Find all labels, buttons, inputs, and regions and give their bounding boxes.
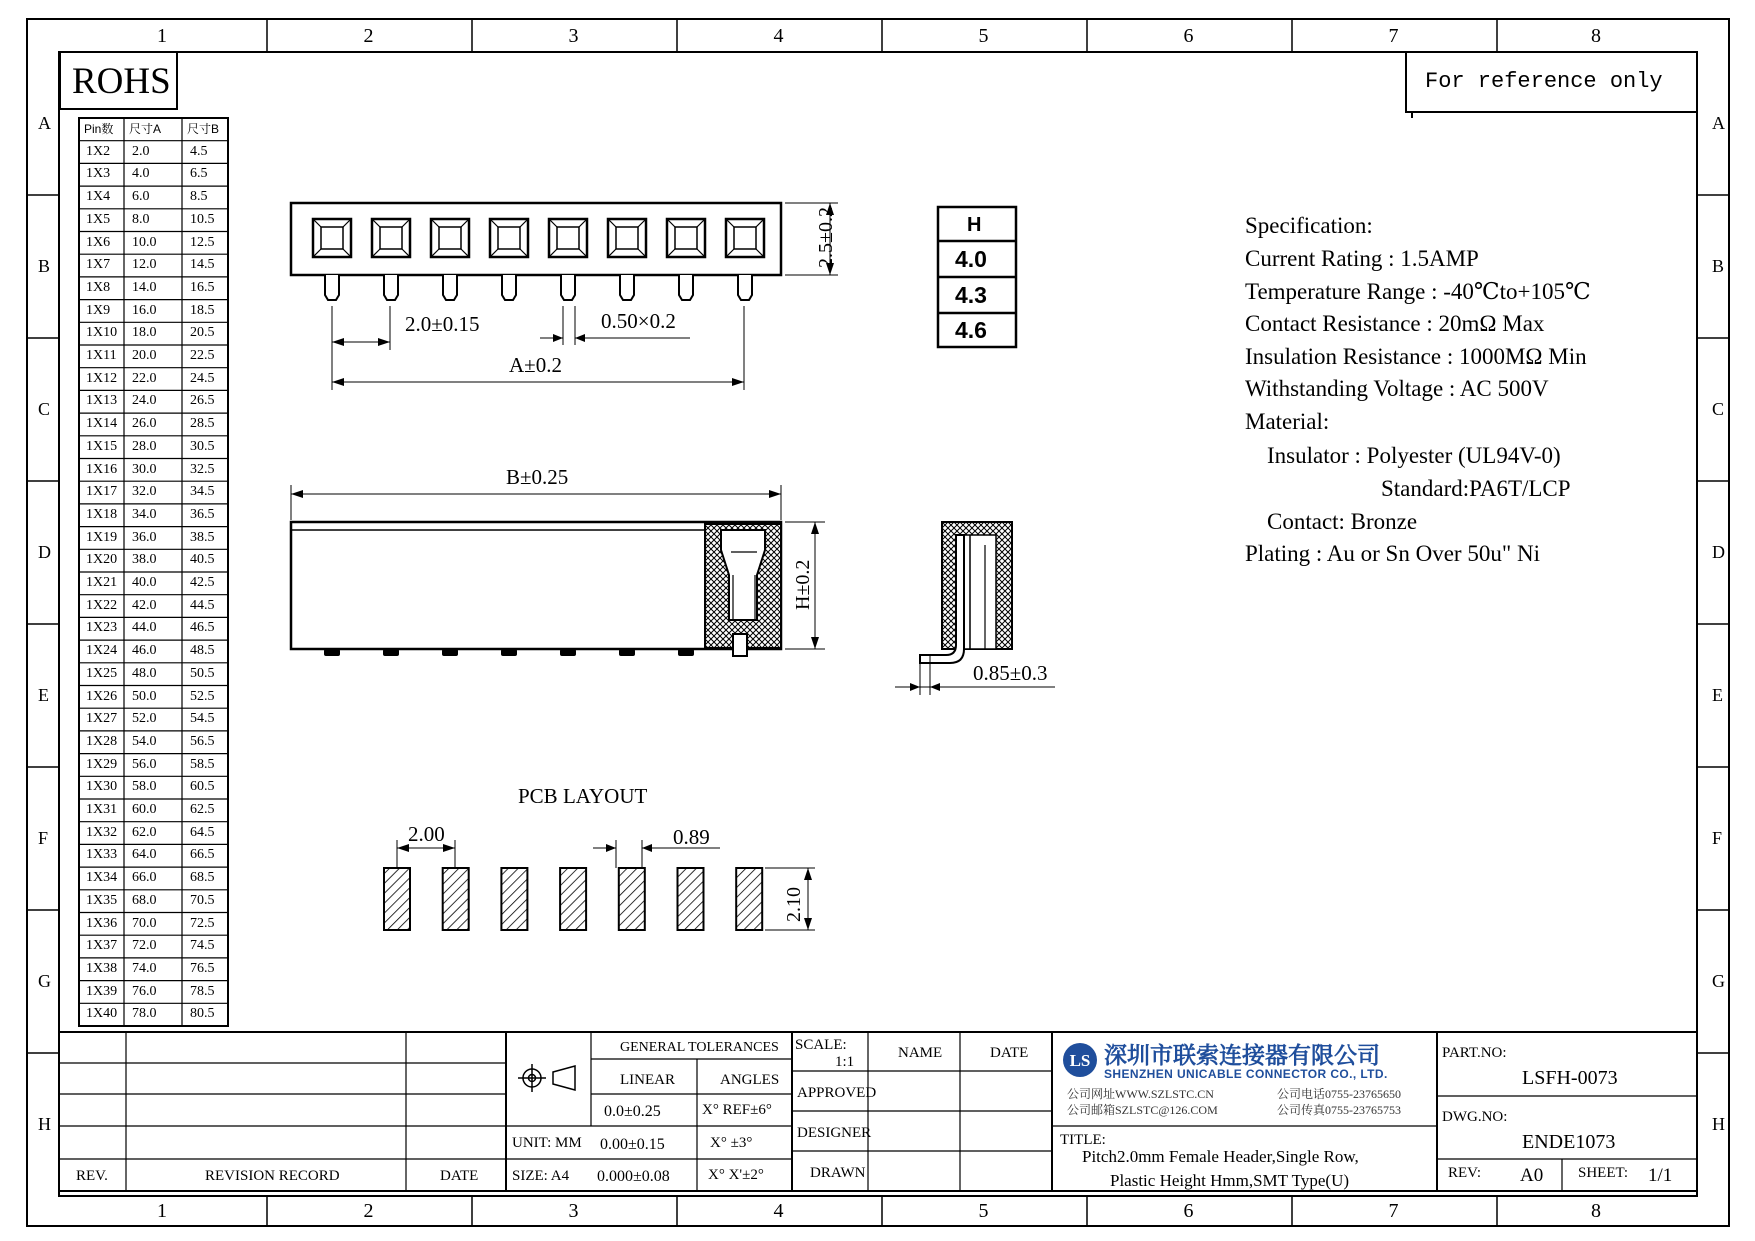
pin-table-cell: 60.0	[132, 802, 157, 817]
pin-table-cell: 1X33	[86, 847, 118, 863]
pin-table-cell: 6.5	[190, 166, 208, 182]
pin-table-cell: 32.5	[190, 461, 215, 477]
pin-table-cell: 1X3	[86, 166, 111, 182]
border-row-label: B	[38, 255, 51, 276]
pin-table-cell: 1X31	[86, 802, 118, 817]
border-row-label: A	[1712, 112, 1725, 133]
pin-table-cell: 42.5	[190, 575, 215, 590]
pin-table-cell: 58.0	[132, 779, 157, 795]
pin-table-cell: 1X25	[86, 665, 118, 681]
pin-table-cell: 64.0	[132, 847, 157, 863]
pin-table-cell: 1X37	[86, 938, 118, 954]
pin-table-cell: 1X24	[86, 643, 118, 659]
sheet-value: 1/1	[1648, 1165, 1673, 1186]
pin-table-cell: 68.5	[190, 870, 215, 886]
pin-table-cell: 58.5	[190, 756, 215, 772]
side-pin-foot	[383, 649, 399, 656]
pcb-pad	[678, 868, 704, 930]
border-column-label: 4	[773, 1200, 784, 1222]
pin-table-grid	[79, 118, 228, 1026]
pin-table-cell: 1X30	[86, 779, 118, 795]
dim-pin-label: 0.50×0.2	[601, 309, 676, 333]
pcb-pad-width-label: 0.89	[673, 825, 710, 849]
pin-table-cell: 46.0	[132, 643, 157, 659]
pin-table-cell: 2.0	[132, 143, 150, 159]
pin-table-cell: 64.5	[190, 824, 215, 840]
pin-table-cell: 1X40	[86, 1006, 118, 1022]
pin-table-cell: 1X20	[86, 552, 118, 568]
pin-table-cell: 30.5	[190, 438, 215, 454]
pin-table-cell: 16.5	[190, 279, 215, 295]
pin-table-cell: 1X35	[86, 892, 118, 908]
pin-table-cell: 38.5	[190, 529, 215, 545]
pcb-pad	[560, 868, 586, 930]
border-column-label: 7	[1388, 1200, 1399, 1222]
pin-table-cell: 72.5	[190, 915, 215, 931]
scale-value: 1:1	[835, 1054, 855, 1070]
pin-table-cell: 78.5	[190, 983, 215, 999]
pin-table-cell: 16.0	[132, 302, 157, 318]
spec-material: Material:	[1245, 409, 1330, 434]
dim-pitch-label: 2.0±0.15	[405, 312, 480, 336]
rev-value: A0	[1520, 1165, 1544, 1186]
h-value-2: 4.3	[955, 282, 987, 308]
reference-note: For reference only	[1425, 69, 1663, 94]
border-row-label: E	[38, 684, 49, 705]
pin-table-cell: 78.0	[132, 1006, 157, 1022]
border-column-label: 5	[978, 1200, 989, 1222]
angle-value-3: X° X'±2°	[708, 1167, 764, 1183]
pin-table-cell: 60.5	[190, 779, 215, 795]
border-row-label: D	[38, 541, 51, 562]
pcb-pad	[619, 868, 645, 930]
border-column-label: 1	[157, 1200, 167, 1222]
spec-standard: Standard:PA6T/LCP	[1381, 476, 1571, 501]
company-name-en: SHENZHEN UNICABLE CONNECTOR CO., LTD.	[1104, 1067, 1388, 1081]
pin-table-cell: 28.5	[190, 416, 215, 432]
pin-table-cell: 26.0	[132, 416, 157, 432]
pin-table-cell: 44.5	[190, 597, 215, 613]
border-row-label: F	[38, 827, 49, 848]
revision-date-label: DATE	[440, 1168, 479, 1184]
border-row-label: G	[38, 970, 51, 991]
pin-table-cell: 50.0	[132, 688, 157, 704]
pin-table-cell: 24.0	[132, 393, 157, 409]
pin-table-cell: 1X28	[86, 733, 118, 749]
pcb-pad-length-label: 2.10	[783, 887, 805, 922]
border-row-label: A	[38, 112, 51, 133]
dwg-no-value: ENDE1073	[1522, 1131, 1616, 1153]
projection-symbol-icon	[518, 1064, 575, 1092]
linear-value-1: 0.0±0.25	[604, 1103, 661, 1120]
pin-table-cell: 1X13	[86, 393, 118, 409]
pin-table-cell: 54.5	[190, 711, 215, 727]
date-col-label: DATE	[990, 1045, 1029, 1061]
border-column-label: 4	[773, 25, 784, 47]
border-column-label: 8	[1591, 1200, 1601, 1222]
pin-table-cell: 40.5	[190, 552, 215, 568]
pin-table-cell: 74.5	[190, 938, 215, 954]
pin-table-cell: 1X26	[86, 688, 118, 704]
border-row-label: C	[38, 398, 51, 419]
pin-table-cell: 52.5	[190, 688, 215, 704]
pin-table-cell: 14.0	[132, 279, 157, 295]
pin-table-cell: 56.0	[132, 756, 157, 772]
h-value-3: 4.6	[955, 317, 987, 343]
spec-plating: Plating : Au or Sn Over 50u" Ni	[1245, 541, 1540, 566]
company-logo-icon	[1063, 1043, 1097, 1077]
h-table-header: H	[967, 214, 982, 236]
pcb-layout	[384, 840, 815, 930]
angles-label: ANGLES	[720, 1072, 780, 1088]
pin-table-cell: 52.0	[132, 711, 157, 727]
spec-current: Current Rating : 1.5AMP	[1245, 246, 1479, 271]
pin-table-cell: 12.0	[132, 257, 157, 273]
pcb-pad	[736, 868, 762, 930]
pin-table-cell: 76.5	[190, 960, 215, 976]
pin-table-cell: 1X36	[86, 915, 118, 931]
pin-table-cell: 1X14	[86, 416, 118, 432]
pin-table-cell: 1X34	[86, 870, 118, 886]
pin-table-cell: 34.0	[132, 506, 157, 522]
pcb-pad	[384, 868, 410, 930]
pin-table-cell: 1X21	[86, 575, 118, 590]
pin-table-cell: 36.0	[132, 529, 157, 545]
top-view	[291, 203, 838, 390]
pin-table-cell: 18.5	[190, 302, 215, 318]
pin-table-cell: 38.0	[132, 552, 157, 568]
pin-table-cell: 28.0	[132, 438, 157, 454]
pin-table-cell: 70.5	[190, 892, 215, 908]
pin-table-cell: 8.5	[190, 189, 208, 205]
pin-table-cell: 1X27	[86, 711, 118, 727]
side-pin-foot	[324, 649, 340, 656]
linear-value-2: 0.00±0.15	[600, 1136, 665, 1153]
dim-height-label: 2.5±0.2	[815, 207, 837, 268]
pin-table-header: Pin数	[84, 122, 114, 136]
pin-table-cell: 1X15	[86, 438, 118, 454]
pin-table-cell: 1X5	[86, 211, 111, 227]
pin-table-cell: 44.0	[132, 620, 157, 636]
pin-table-cell: 22.0	[132, 370, 157, 386]
pin-table-cell: 1X18	[86, 506, 118, 522]
pin-table-cell: 1X39	[86, 983, 118, 999]
pin-table-cell: 1X12	[86, 370, 118, 386]
pin-table-cell: 14.5	[190, 257, 215, 273]
company-email: 公司邮箱SZLSTC@126.COM	[1067, 1103, 1218, 1117]
pin-table-cell: 36.5	[190, 506, 215, 522]
pin-table-cell: 20.5	[190, 325, 215, 341]
linear-value-3: 0.000±0.08	[597, 1168, 670, 1185]
linear-label: LINEAR	[620, 1072, 675, 1088]
spec-temperature: Temperature Range : -40℃to+105℃	[1245, 279, 1591, 304]
pin-table-cell: 6.0	[132, 189, 150, 205]
border-column-label: 2	[363, 1200, 374, 1222]
pin-table-cell: 1X9	[86, 302, 111, 318]
pin-table-cell: 20.0	[132, 348, 157, 363]
pin-table-cell: 80.5	[190, 1006, 215, 1022]
side-pin-foot	[678, 649, 694, 656]
pin-table-cell: 66.5	[190, 847, 215, 863]
border-column-label: 6	[1183, 1200, 1194, 1222]
pin-table-cell: 1X2	[86, 143, 111, 159]
h-value-1: 4.0	[955, 246, 987, 272]
company-phone: 公司电话0755-23765650	[1277, 1087, 1401, 1101]
pin-table-cell: 18.0	[132, 325, 157, 341]
border-column-label: 1	[157, 25, 167, 47]
pcb-pad	[443, 868, 469, 930]
pin-table-cell: 1X29	[86, 756, 118, 772]
angle-value-2: X° ±3°	[710, 1135, 753, 1151]
pin-table-cell: 42.0	[132, 597, 157, 613]
pin-table-cell: 62.0	[132, 824, 157, 840]
pin-table-cell: 1X16	[86, 461, 118, 477]
company-name-cn: 深圳市联索连接器有限公司	[1104, 1042, 1380, 1068]
pin-table-cell: 22.5	[190, 348, 215, 363]
pin-table-cell: 76.0	[132, 983, 157, 999]
pin-table-cell: 8.0	[132, 211, 150, 227]
border-column-label: 3	[568, 1200, 579, 1222]
pin-table-cell: 1X11	[86, 348, 117, 363]
border-row-label: C	[1712, 398, 1725, 419]
title-label: TITLE:	[1060, 1132, 1106, 1148]
spec-contact-resistance: Contact Resistance : 20mΩ Max	[1245, 311, 1545, 336]
approved-label: APPROVED	[797, 1085, 877, 1101]
pin-table-cell: 1X19	[86, 529, 118, 545]
border-row-label: F	[1712, 827, 1723, 848]
pin-table-cell: 48.5	[190, 643, 215, 659]
border-column-label: 5	[978, 25, 989, 47]
pin-table-cell: 56.5	[190, 733, 215, 749]
rohs-label: ROHS	[72, 61, 171, 102]
general-tolerances: GENERAL TOLERANCES	[620, 1040, 779, 1055]
pin-table-header: 尺寸B	[187, 122, 220, 136]
pin-table-header: 尺寸A	[129, 122, 162, 136]
pcb-layout-title: PCB LAYOUT	[518, 784, 648, 808]
pin-table-cell: 4.5	[190, 143, 208, 159]
pcb-pitch-label: 2.00	[408, 822, 445, 846]
pin-table-cell: 32.0	[132, 484, 157, 500]
border-row-label: E	[1712, 684, 1723, 705]
side-pin-foot	[442, 649, 458, 656]
border-column-label: 2	[363, 25, 374, 47]
pin-table-cell: 68.0	[132, 892, 157, 908]
pin-table-cell: 1X10	[86, 325, 118, 341]
pin-table-cell: 48.0	[132, 665, 157, 681]
pin-table-cell: 1X22	[86, 597, 118, 613]
title-line-1: Pitch2.0mm Female Header,Single Row,	[1082, 1147, 1359, 1166]
angle-value-1: X° REF±6°	[702, 1102, 772, 1118]
side-view	[291, 485, 825, 656]
border-column-label: 7	[1388, 25, 1399, 47]
size-label: SIZE: A4	[512, 1168, 570, 1184]
pcb-pad	[501, 868, 527, 930]
unit-label: UNIT: MM	[512, 1135, 582, 1151]
rev-value-label: REV:	[1448, 1165, 1482, 1181]
border-row-label: D	[1712, 541, 1725, 562]
pin-table-cell: 40.0	[132, 575, 157, 590]
pin-table-cell: 1X38	[86, 960, 118, 976]
dim-b-label: B±0.25	[506, 465, 569, 489]
pin-table-cell: 1X17	[86, 484, 118, 500]
pin-table-cell: 46.5	[190, 620, 215, 636]
scale-label: SCALE:	[795, 1037, 847, 1053]
border-row-label: B	[1712, 255, 1725, 276]
designer-label: DESIGNER	[797, 1125, 872, 1141]
pin-table-cell: 10.5	[190, 211, 215, 227]
pin-table-cell: 1X4	[86, 189, 111, 205]
revision-record-label: REVISION RECORD	[205, 1168, 340, 1184]
pin-table-cell: 1X32	[86, 824, 118, 840]
pin-table-cell: 1X7	[86, 257, 111, 273]
pin-table-cell: 4.0	[132, 166, 150, 182]
pin-table-cell: 10.0	[132, 234, 157, 250]
pin-table-cell: 1X6	[86, 234, 111, 250]
company-fax: 公司传真0755-23765753	[1277, 1103, 1401, 1117]
pin-table-cell: 1X8	[86, 279, 111, 295]
rev-label: REV.	[76, 1168, 108, 1184]
company-website: 公司网址WWW.SZLSTC.CN	[1067, 1087, 1214, 1101]
pin-table-cell: 72.0	[132, 938, 157, 954]
name-label: NAME	[898, 1045, 943, 1061]
spec-insulator: Insulator : Polyester (UL94V-0)	[1267, 443, 1561, 468]
border-column-label: 3	[568, 25, 579, 47]
pin-table-cell: 30.0	[132, 461, 157, 477]
dim-h-label: H±0.2	[792, 559, 814, 610]
pin-table-cell: 54.0	[132, 733, 157, 749]
border-row-label: G	[1712, 970, 1725, 991]
border-column-label: 8	[1591, 25, 1601, 47]
dim-a-label: A±0.2	[509, 353, 562, 377]
pin-table-cell: 74.0	[132, 960, 157, 976]
dim-tail-label: 0.85±0.3	[973, 661, 1048, 685]
drawn-label: DRAWN	[810, 1165, 866, 1181]
sheet-label: SHEET:	[1578, 1165, 1629, 1181]
pin-table-cell: 62.5	[190, 802, 215, 817]
pin-table-cell: 12.5	[190, 234, 215, 250]
spec-contact: Contact: Bronze	[1267, 509, 1418, 534]
svg-text:LS: LS	[1069, 1051, 1091, 1070]
spec-insulation-resistance: Insulation Resistance : 1000MΩ Min	[1245, 344, 1587, 369]
dwg-no-label: DWG.NO:	[1442, 1109, 1508, 1125]
pin-table-cell: 26.5	[190, 393, 215, 409]
border-row-label: H	[38, 1113, 51, 1134]
border-column-label: 6	[1183, 25, 1194, 47]
pin-table-cell: 66.0	[132, 870, 157, 886]
pin-table-cell: 34.5	[190, 484, 215, 500]
pin-table-cell: 70.0	[132, 915, 157, 931]
side-pin-foot	[560, 649, 576, 656]
border-row-label: H	[1712, 1113, 1725, 1134]
spec-title: Specification:	[1245, 213, 1373, 238]
part-no-value: LSFH-0073	[1522, 1067, 1618, 1089]
pin-table-cell: 24.5	[190, 370, 215, 386]
side-pin-foot	[619, 649, 635, 656]
spec-voltage: Withstanding Voltage : AC 500V	[1245, 376, 1549, 401]
pin-table-cell: 1X23	[86, 620, 118, 636]
side-pin-foot	[501, 649, 517, 656]
pin-table-cell: 50.5	[190, 665, 215, 681]
part-no-label: PART.NO:	[1442, 1045, 1507, 1061]
title-line-2: Plastic Height Hmm,SMT Type(U)	[1110, 1171, 1350, 1190]
